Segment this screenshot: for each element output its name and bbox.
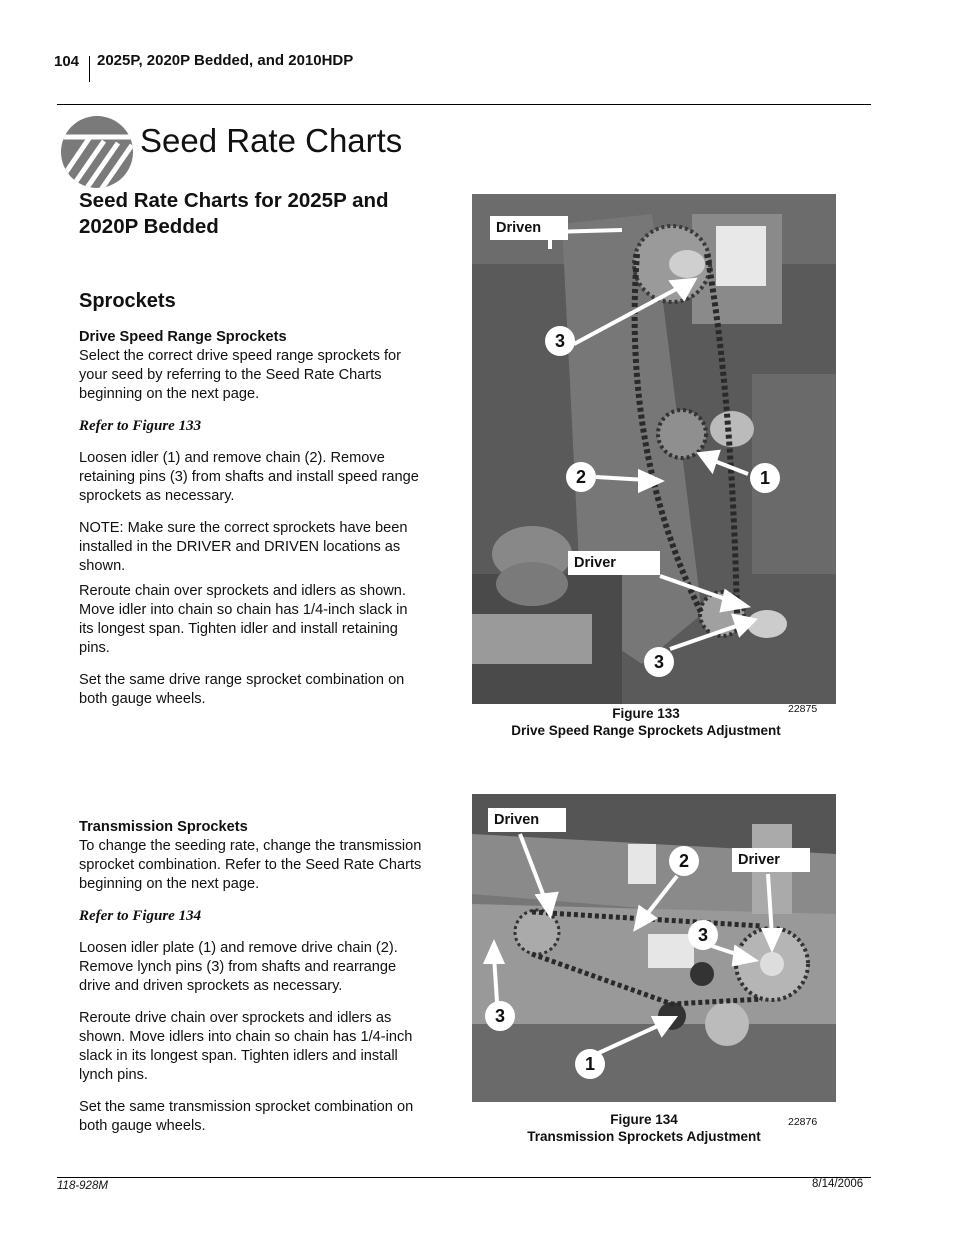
transmission-step-2: Reroute drive chain over sprockets and idlers as shown. Move idlers into chain so chain has 1/4-inch slack in its longest span. Tighten idlers and install lynch pins. bbox=[79, 1010, 413, 1083]
figure-134-image-number: 22876 bbox=[788, 1116, 818, 1128]
figure-133-image-number: 22875 bbox=[788, 703, 818, 715]
figure-133-caption bbox=[472, 705, 820, 739]
drive-heading: Drive Speed Range Sprockets bbox=[79, 329, 287, 345]
callout-number: 3 bbox=[485, 1001, 515, 1031]
transmission-text bbox=[79, 818, 424, 1149]
callout-driven: Driven bbox=[490, 216, 568, 240]
section-title: Seed Rate Charts for 2025P and 2020P Bedded bbox=[79, 189, 389, 238]
transmission-intro: To change the seeding rate, change the transmission sprocket combination. Refer to the Seed Rate Charts beginning on the next page. bbox=[79, 838, 422, 892]
figure-134-caption bbox=[472, 1111, 816, 1145]
callout-number: 1 bbox=[750, 463, 780, 493]
callout-driven: Driven bbox=[488, 808, 566, 832]
callout-number: 2 bbox=[669, 846, 699, 876]
page-number: 104 bbox=[54, 53, 80, 70]
figure-134-photo bbox=[472, 794, 836, 1102]
transmission-photo-illustration bbox=[472, 794, 836, 1102]
footer-part-number: 118-928M bbox=[57, 1180, 108, 1192]
drive-step-3: Set the same drive range sprocket combination on both gauge wheels. bbox=[79, 672, 405, 707]
sprocket-photo-illustration bbox=[472, 194, 836, 704]
callout-number: 3 bbox=[545, 326, 575, 356]
footer-date: 8/14/2006 bbox=[812, 1178, 864, 1190]
footer-rule bbox=[57, 1177, 871, 1178]
figure-133-photo bbox=[472, 194, 836, 704]
header-title: 2025P, 2020P Bedded, and 2010HDP bbox=[97, 52, 354, 69]
callout-number: 3 bbox=[644, 647, 674, 677]
figure-134-title: Transmission Sprockets Adjustment bbox=[527, 1129, 761, 1144]
drive-ref: Refer to Figure 133 bbox=[79, 418, 202, 434]
great-plains-logo-icon bbox=[60, 115, 134, 189]
transmission-step-1: Loosen idler plate (1) and remove drive chain (2). Remove lynch pins (3) from shafts and rearrange drive and driven sprockets as necessary. bbox=[79, 940, 398, 994]
drive-speed-text bbox=[79, 328, 424, 722]
drive-note: NOTE: Make sure the correct sprockets have been installed in the DRIVER and DRIVEN locations as shown. bbox=[79, 520, 408, 574]
drive-step-1: Loosen idler (1) and remove chain (2). Remove retaining pins (3) from shafts and install speed range sprockets as necessary. bbox=[79, 450, 419, 504]
callout-number: 2 bbox=[566, 462, 596, 492]
figure-133-title: Drive Speed Range Sprockets Adjustment bbox=[511, 723, 781, 738]
callout-driver: Driver bbox=[568, 551, 660, 575]
page-title: Seed Rate Charts bbox=[140, 122, 403, 159]
subsection-title: Sprockets bbox=[79, 290, 176, 312]
figure-133-label: Figure 133 bbox=[612, 706, 680, 721]
header-rule bbox=[57, 104, 871, 105]
figure-134-label: Figure 134 bbox=[610, 1112, 678, 1127]
drive-step-2: Reroute chain over sprockets and idlers as shown. Move idler into chain so chain has 1/4-inch slack in its longest span. Tighten idler and install retaining pins. bbox=[79, 583, 408, 656]
drive-intro: Select the correct drive speed range sprockets for your seed by referring to the Seed Rate Charts beginning on the next page. bbox=[79, 348, 402, 402]
transmission-heading: Transmission Sprockets bbox=[79, 819, 248, 835]
transmission-ref: Refer to Figure 134 bbox=[79, 908, 202, 924]
callout-number: 1 bbox=[575, 1049, 605, 1079]
header-divider bbox=[89, 56, 90, 82]
callout-driver: Driver bbox=[732, 848, 810, 872]
callout-number: 3 bbox=[688, 920, 718, 950]
transmission-step-3: Set the same transmission sprocket combination on both gauge wheels. bbox=[79, 1099, 414, 1134]
